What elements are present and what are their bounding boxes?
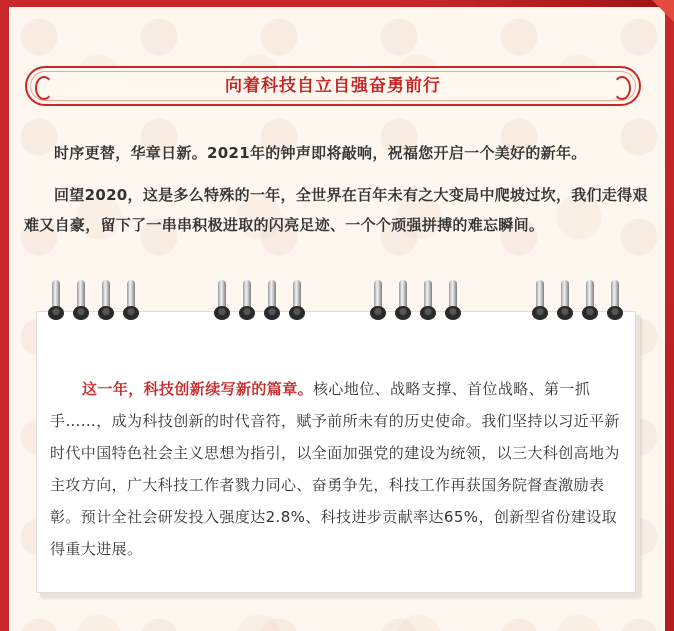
title-banner xyxy=(25,66,641,106)
card-paragraph xyxy=(50,373,628,565)
binder-ring xyxy=(268,280,276,314)
binder-rings-2 xyxy=(218,280,308,324)
binder-ring xyxy=(374,280,382,314)
binder-ring xyxy=(399,280,407,314)
frame-top xyxy=(0,0,674,7)
binder-ring xyxy=(102,280,110,314)
binder-rings-4 xyxy=(536,280,626,324)
binder-ring xyxy=(293,280,301,314)
binder-ring xyxy=(127,280,135,314)
binder-rings-1 xyxy=(52,280,142,324)
binder-ring xyxy=(77,280,85,314)
intro-paragraph-1: 时序更替，华章日新。2021年的钟声即将敲响，祝福您开启一个美好的新年。 xyxy=(54,144,587,162)
intro-section xyxy=(24,138,652,252)
binder-ring xyxy=(424,280,432,314)
binder-ring xyxy=(243,280,251,314)
binder-ring xyxy=(52,280,60,314)
intro-paragraph-2: 回望2020，这是多么特殊的一年，全世界在百年未有之大变局中爬坡过坎，我们走得艰难又自豪，留下了一串串积极进取的闪亮足迹、一个个顽强拼搏的难忘瞬间。 xyxy=(24,186,648,234)
corner-decoration xyxy=(652,0,674,22)
binder-ring xyxy=(218,280,226,314)
frame-left xyxy=(0,0,9,631)
frame-right xyxy=(665,7,674,631)
binder-ring xyxy=(611,280,619,314)
card-body: 核心地位、战略支撑、首位战略、第一抓手……，成为科技创新的时代音符，赋予前所未有的历史使命。我们坚持以习近平新时代中国特色社会主义思想为指引，以全面加强党的建设为统领，以三大科创高地为主攻方向，广大科技工作者戮力同心、奋勇争先，科技工作再获国务院督查激励表彰。预计全社会研发投入强度达2.8%、科技进步贡献率达65%，创新型省份建设取得重大进展。 xyxy=(50,380,620,558)
binder-ring xyxy=(536,280,544,314)
page-title: 向着科技自立自强奋勇前行 xyxy=(225,76,441,96)
binder-ring xyxy=(561,280,569,314)
binder-ring xyxy=(586,280,594,314)
card-highlight: 这一年，科技创新续写新的篇章。 xyxy=(82,380,314,398)
binder-ring xyxy=(449,280,457,314)
binder-rings-3 xyxy=(374,280,464,324)
